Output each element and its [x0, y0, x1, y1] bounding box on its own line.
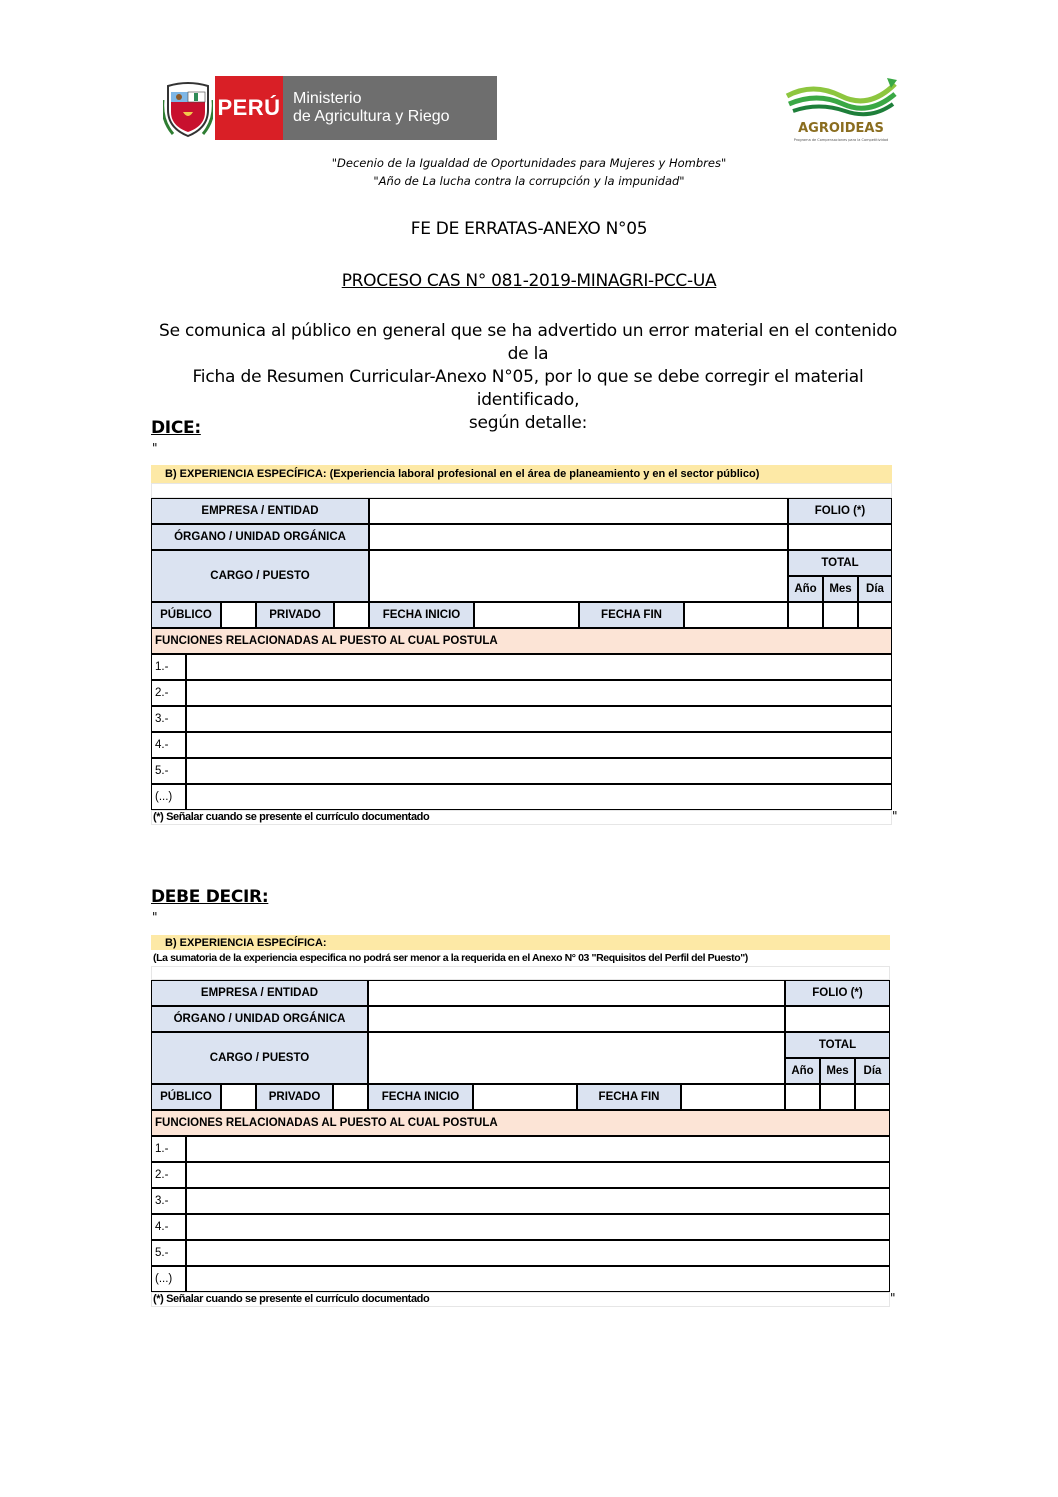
intro-line: Se comunica al público en general que se ha advertido un error material en el contenido de la — [158, 321, 898, 364]
publico-checkbox[interactable] — [221, 1084, 256, 1110]
document-title: FE DE ERRATAS-ANEXO N°05 — [410, 219, 648, 239]
cargo-field[interactable] — [368, 1032, 785, 1084]
row-number: 2.- — [151, 680, 186, 706]
dia-label: Día — [858, 576, 892, 602]
fecha-inicio-field[interactable] — [473, 1084, 577, 1110]
funcion-field-2[interactable] — [186, 1162, 890, 1188]
row-number: 2.- — [151, 1162, 186, 1188]
dice-banner: B) EXPERIENCIA ESPECÍFICA: (Experiencia laboral profesional en el área de planeamiento y en el sector público) — [151, 465, 892, 483]
funcion-field-5[interactable] — [186, 1240, 890, 1266]
dice-close-quote: " — [892, 809, 898, 823]
fecha-inicio-label: FECHA INICIO — [368, 1084, 473, 1110]
footnote: (*) Señalar cuando se presente el currículo documentado — [153, 811, 430, 823]
organo-label: ÓRGANO / UNIDAD ORGÁNICA — [151, 1006, 368, 1032]
row-number: 5.- — [151, 1240, 186, 1266]
funcion-field-6[interactable] — [186, 1266, 890, 1292]
motto-line-1: "Decenio de la Igualdad de Oportunidades para Mujeres y Hombres" — [331, 156, 727, 170]
folio-field[interactable] — [785, 1006, 890, 1032]
agroideas-logo — [783, 74, 899, 144]
agroideas-wordmark: AGROIDEAS — [798, 121, 884, 136]
dice-label: DICE: — [151, 418, 201, 438]
process-title: PROCESO CAS N° 081-2019-MINAGRI-PCC-UA — [341, 271, 717, 291]
debe-open-quote: " — [152, 910, 158, 924]
peru-shield-logo — [163, 80, 213, 138]
folio-label: FOLIO (*) — [788, 498, 892, 524]
funcion-field-6[interactable] — [186, 784, 892, 810]
folio-field[interactable] — [788, 524, 892, 550]
agroideas-tagline: Programa de Compensaciones para la Competitividad — [793, 138, 889, 142]
fecha-fin-field[interactable] — [684, 602, 788, 628]
debe-banner-sub: (La sumatoria de la experiencia especifica no podrá ser menor a la requerida en el Anexo N° 03 "Requisitos del Perfil del Puesto") — [153, 952, 748, 964]
total-label: TOTAL — [785, 1032, 890, 1058]
row-number: 1.- — [151, 654, 186, 680]
row-number: (...) — [151, 1266, 186, 1292]
row-number: 3.- — [151, 1188, 186, 1214]
debe-close-quote: " — [890, 1291, 896, 1305]
empresa-label: EMPRESA / ENTIDAD — [151, 980, 368, 1006]
cargo-label: CARGO / PUESTO — [151, 1032, 368, 1084]
fecha-inicio-field[interactable] — [474, 602, 579, 628]
privado-checkbox[interactable] — [333, 1084, 368, 1110]
row-number: 4.- — [151, 1214, 186, 1240]
privado-checkbox[interactable] — [334, 602, 369, 628]
row-number: 3.- — [151, 706, 186, 732]
publico-label: PÚBLICO — [151, 1084, 221, 1110]
fecha-inicio-label: FECHA INICIO — [369, 602, 474, 628]
privado-label: PRIVADO — [256, 1084, 333, 1110]
footnote: (*) Señalar cuando se presente el currículo documentado — [153, 1293, 430, 1305]
mes-label: Mes — [820, 1058, 855, 1084]
anio-field[interactable] — [785, 1084, 820, 1110]
funcion-field-1[interactable] — [186, 654, 892, 680]
fecha-fin-field[interactable] — [681, 1084, 785, 1110]
ministry-line-1: Ministerio — [293, 90, 362, 107]
funciones-label: FUNCIONES RELACIONADAS AL PUESTO AL CUAL POSTULA — [151, 628, 892, 654]
anio-label: Año — [788, 576, 823, 602]
total-label: TOTAL — [788, 550, 892, 576]
funciones-label: FUNCIONES RELACIONADAS AL PUESTO AL CUAL POSTULA — [151, 1110, 890, 1136]
cargo-field[interactable] — [369, 550, 788, 602]
mes-field[interactable] — [820, 1084, 855, 1110]
publico-label: PÚBLICO — [151, 602, 221, 628]
empresa-field[interactable] — [369, 498, 788, 524]
debe-banner: B) EXPERIENCIA ESPECÍFICA: — [151, 935, 890, 950]
anio-label: Año — [785, 1058, 820, 1084]
funcion-field-5[interactable] — [186, 758, 892, 784]
organo-label: ÓRGANO / UNIDAD ORGÁNICA — [151, 524, 369, 550]
anio-field[interactable] — [788, 602, 823, 628]
dia-label: Día — [855, 1058, 890, 1084]
dia-field[interactable] — [858, 602, 892, 628]
intro-paragraph — [150, 320, 906, 435]
fecha-fin-label: FECHA FIN — [579, 602, 684, 628]
funcion-field-2[interactable] — [186, 680, 892, 706]
ministry-label — [283, 76, 497, 140]
cargo-label: CARGO / PUESTO — [151, 550, 369, 602]
funcion-field-1[interactable] — [186, 1136, 890, 1162]
row-number: (...) — [151, 784, 186, 810]
privado-label: PRIVADO — [256, 602, 334, 628]
organo-field[interactable] — [368, 1006, 785, 1032]
mes-label: Mes — [823, 576, 858, 602]
publico-checkbox[interactable] — [221, 602, 256, 628]
dia-field[interactable] — [855, 1084, 890, 1110]
mes-field[interactable] — [823, 602, 858, 628]
organo-field[interactable] — [369, 524, 788, 550]
fecha-fin-label: FECHA FIN — [577, 1084, 681, 1110]
debe-decir-label: DEBE DECIR: — [151, 887, 269, 907]
funcion-field-4[interactable] — [186, 1214, 890, 1240]
empresa-field[interactable] — [368, 980, 785, 1006]
motto-line-2: "Año de La lucha contra la corrupción y la impunidad" — [373, 174, 685, 188]
row-number: 5.- — [151, 758, 186, 784]
folio-label: FOLIO (*) — [785, 980, 890, 1006]
funcion-field-4[interactable] — [186, 732, 892, 758]
ministry-line-2: de Agricultura y Riego — [293, 108, 450, 125]
funcion-field-3[interactable] — [186, 1188, 890, 1214]
dice-open-quote: " — [152, 441, 158, 455]
intro-line: según detalle: — [468, 413, 588, 433]
intro-line: Ficha de Resumen Curricular-Anexo N°05, por lo que se debe corregir el material identificado, — [192, 367, 864, 410]
row-number: 4.- — [151, 732, 186, 758]
peru-label: PERÚ — [215, 76, 283, 140]
empresa-label: EMPRESA / ENTIDAD — [151, 498, 369, 524]
row-number: 1.- — [151, 1136, 186, 1162]
funcion-field-3[interactable] — [186, 706, 892, 732]
